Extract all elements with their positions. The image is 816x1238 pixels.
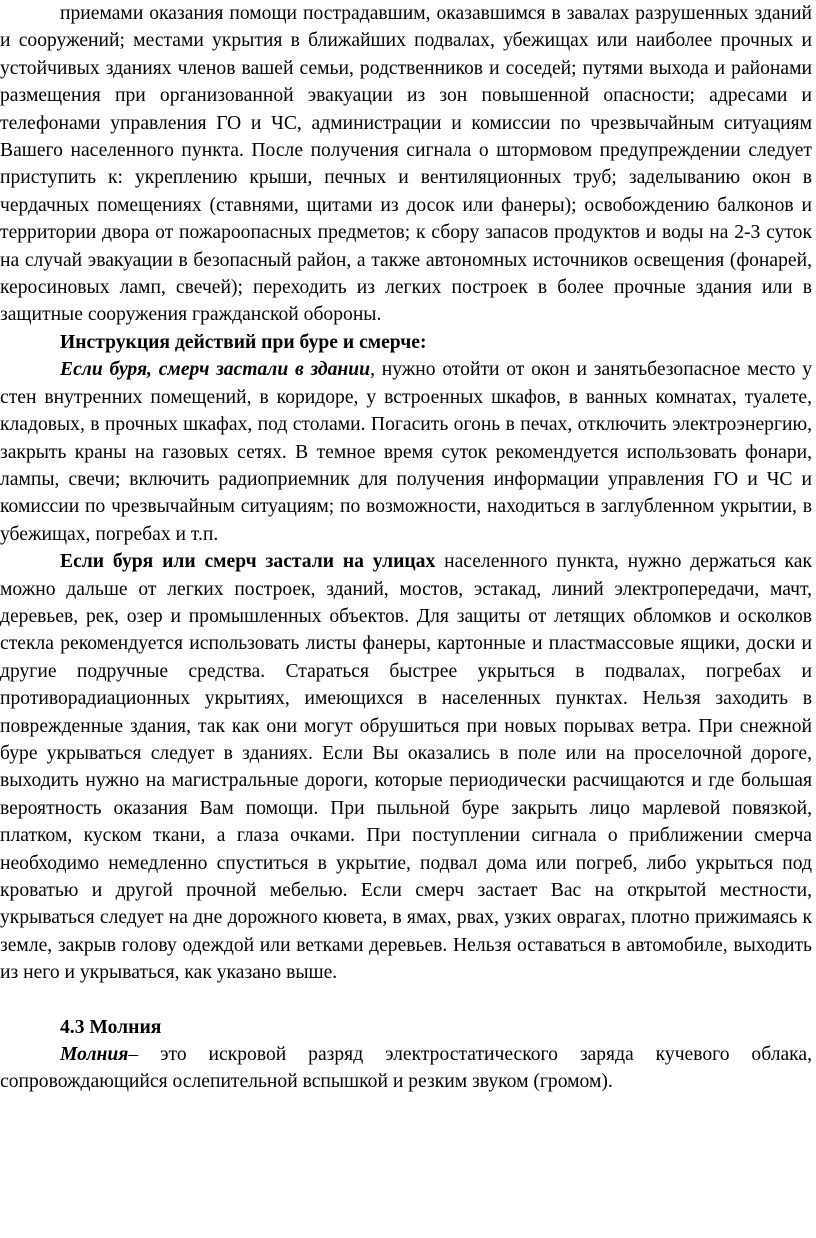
paragraph-in-building: [0, 356, 812, 548]
street-text: населенного пункта, нужно держаться как можно дальше от легких построек, зданий, мостов, эстакад, линий электропередачи, мачт, деревьев, рек, озер и промышленных объектов. Для защиты от летящих обломков и осколков стекла рекомендуется использовать листы фанеры, картонные и пластмассовые ящики, доски и другие подручные средства. Стараться быстрее укрыться в подвалах, погребах и противорадиационных укрытиях, имеющихся в населенных пунктах. Нельзя заходить в поврежденные здания, так как они могут обрушиться при новых порывах ветра. При снежной буре укрываться следует в зданиях. Если Вы оказались в поле или на проселочной дороге, выходить нужно на магистральные дороги, которые периодически расчищаются и где большая вероятность оказания Вам помощи. При пыльной буре закрыть лицо марлевой повязкой, платком, куском ткани, а глаза очками. При поступлении сигнала о приближении смерча необходимо немедленно спуститься в укрытие, подвал дома или погреб, либо укрыться под кроватью и другой прочной мебелью. Если смерч застает Вас на открытой местности, укрываться следует на дне дорожного кювета, в ямах, рвах, узких оврагах, плотно прижимаясь к земле, закрыв голову одеждой или ветками деревьев. Нельзя оставаться в автомобиле, выходить из него и укрываться, как указано выше.: [0, 551, 812, 984]
lightning-text: – это искровой разряд электростатического заряда кучевого облака, сопровождающийся ослепительной вспышкой и резким звуком (громом).: [0, 1044, 812, 1093]
lightning-term: Молния: [60, 1044, 129, 1066]
building-lead: Если буря, смерч застали в здании: [60, 359, 371, 381]
building-text: , нужно отойти от окон и занятьбезопасное место у стен внутренних помещений, в коридоре, у встроенных шкафов, в ванных комнатах, туалете, кладовых, в прочных шкафах, под столами. Погасить огонь в печах, отключить электроэнергию, закрыть краны на газовых сетях. В темное время суток рекомендуется использовать фонари, лампы, свечи; включить радиоприемник для получения информации управления ГО и ЧС и комиссии по чрезвычайным ситуациям; по возможности, находиться в заглубленном укрытии, в убежищах, погребах и т.п.: [0, 359, 812, 545]
paragraph-on-street: [0, 548, 812, 987]
section-heading-lightning: 4.3 Молния: [60, 1016, 162, 1038]
paragraph-text: приемами оказания помощи пострадавшим, оказавшимся в завалах разрушенных зданий и сооружений; местами укрытия в ближайших подвалах, убежищах или наиболее прочных и устойчивых зданиях членов вашей семьи, родственников и соседей; путями выхода и районами размещения при организованной эвакуации из зон повышенной опасности; адресами и телефонами управления ГО и ЧС, администрации и комиссии по чрезвычайным ситуациям Вашего населенного пункта. После получения сигнала о штормовом предупреждении следует приступить к: укреплению крыши, печных и вентиляционных труб; заделыванию окон в чердачных помещениях (ставнями, щитами из досок или фанеры); освобождению балконов и территории двора от пожароопасных предметов; к сбору запасов продуктов и воды на 2-3 суток на случай эвакуации в безопасный район, а также автономных источников освещения (фонарей, керосиновых ламп, свечей); переходить из легких построек в более прочные здания или в защитные сооружения гражданской обороны.: [0, 3, 812, 326]
paragraph-lightning-definition: [0, 1041, 812, 1096]
paragraph-storm-preparation: [0, 0, 812, 329]
instruction-heading: Инструкция действий при буре и смерче:: [60, 331, 427, 353]
street-lead: Если буря или смерч застали на улицах: [60, 551, 436, 573]
section-spacer: [0, 987, 812, 1014]
